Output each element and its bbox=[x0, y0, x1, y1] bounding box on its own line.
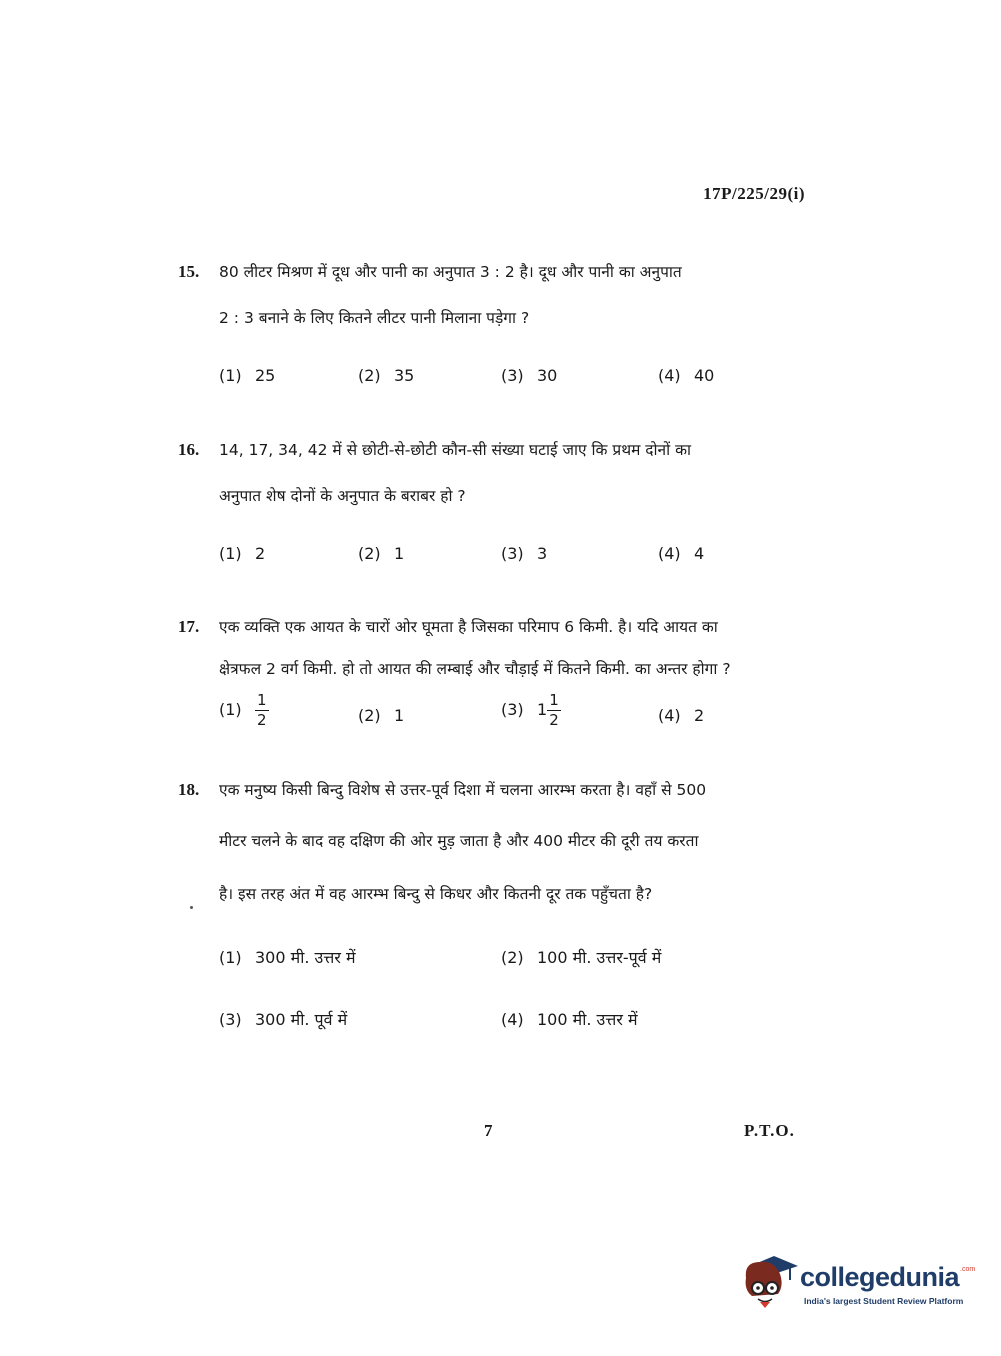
option-2 bbox=[358, 706, 404, 726]
option-value: 100 मी. उत्तर में bbox=[537, 1010, 638, 1029]
option-1 bbox=[219, 693, 269, 728]
option-label: (4) bbox=[658, 544, 681, 563]
option-value: 2 bbox=[694, 706, 705, 725]
question-text-line: 14, 17, 34, 42 में से छोटी-से-छोटी कौन-सी संख्या घटाई जाए कि प्रथम दोनों का bbox=[219, 441, 692, 459]
question-number: 16. bbox=[178, 440, 200, 459]
option-label: (1) bbox=[219, 700, 242, 719]
mascot-icon bbox=[740, 1252, 800, 1308]
option-3 bbox=[501, 693, 561, 728]
question-text-line: है। इस तरह अंत में वह आरम्भ बिन्दु से किधर और कितनी दूर तक पहुँचता है? bbox=[219, 885, 653, 903]
option-value: 1 bbox=[394, 706, 405, 725]
option-value: 300 मी. उत्तर में bbox=[255, 948, 356, 967]
fraction-denominator: 2 bbox=[549, 711, 559, 729]
option-3 bbox=[501, 366, 557, 386]
question-text-line: 2 : 3 बनाने के लिए कितने लीटर पानी मिलाना पड़ेगा ? bbox=[219, 309, 530, 327]
option-4 bbox=[501, 1010, 638, 1030]
option-value: 40 bbox=[694, 366, 715, 385]
option-label: (3) bbox=[501, 700, 524, 719]
question-text-line: 80 लीटर मिश्रण में दूध और पानी का अनुपात 3 : 2 है। दूध और पानी का अनुपात bbox=[219, 263, 682, 281]
option-value: 30 bbox=[537, 366, 558, 385]
fraction-denominator: 2 bbox=[257, 711, 267, 729]
option-value: 2 bbox=[255, 544, 266, 563]
option-label: (2) bbox=[501, 948, 524, 967]
fraction bbox=[255, 693, 269, 728]
option-label: (2) bbox=[358, 544, 381, 563]
option-label: (3) bbox=[219, 1010, 242, 1029]
option-4 bbox=[658, 706, 704, 726]
option-label: (3) bbox=[501, 366, 524, 385]
question-number: 17. bbox=[178, 617, 200, 636]
pto-label: P.T.O. bbox=[744, 1121, 795, 1140]
question-number: 15. bbox=[178, 262, 200, 281]
fraction-numerator: 1 bbox=[549, 691, 559, 709]
question-text-line: एक व्यक्ति एक आयत के चारों ओर घूमता है जिसका परिमाप 6 किमी. है। यदि आयत का bbox=[219, 618, 718, 636]
option-label: (4) bbox=[658, 706, 681, 725]
option-3 bbox=[219, 1010, 347, 1030]
option-label: (2) bbox=[358, 366, 381, 385]
question-text-line: अनुपात शेष दोनों के अनुपात के बराबर हो ? bbox=[219, 487, 466, 505]
option-1 bbox=[219, 948, 356, 968]
option-value: 3 bbox=[537, 544, 548, 563]
option-value: 35 bbox=[394, 366, 415, 385]
brand-tagline: India's largest Student Review Platform bbox=[804, 1296, 964, 1306]
question-text-line: क्षेत्रफल 2 वर्ग किमी. हो तो आयत की लम्बाई और चौड़ाई में कितने किमी. का अन्तर होगा ? bbox=[219, 660, 731, 678]
mixed-whole: 1 bbox=[537, 700, 548, 719]
option-value: 1 bbox=[394, 544, 405, 563]
option-1 bbox=[219, 366, 275, 386]
option-4 bbox=[658, 366, 714, 386]
scan-speck bbox=[190, 906, 193, 909]
brand-name: collegedunia bbox=[800, 1262, 960, 1292]
option-2 bbox=[358, 366, 414, 386]
brand-domain: .com bbox=[960, 1266, 976, 1273]
option-label: (2) bbox=[358, 706, 381, 725]
option-label: (1) bbox=[219, 948, 242, 967]
page-number: 7 bbox=[484, 1121, 493, 1140]
option-2 bbox=[501, 948, 661, 968]
option-value: 300 मी. पूर्व में bbox=[255, 1010, 348, 1029]
question-text-line: मीटर चलने के बाद वह दक्षिण की ओर मुड़ जाता है और 400 मीटर की दूरी तय करता bbox=[219, 832, 699, 850]
paper-code: 17P/225/29(i) bbox=[703, 184, 805, 203]
option-value: 25 bbox=[255, 366, 276, 385]
option-value: 4 bbox=[694, 544, 705, 563]
option-label: (1) bbox=[219, 544, 242, 563]
option-1 bbox=[219, 544, 265, 564]
fraction bbox=[547, 693, 561, 728]
option-label: (4) bbox=[658, 366, 681, 385]
option-value: 100 मी. उत्तर-पूर्व में bbox=[537, 948, 662, 967]
option-label: (3) bbox=[501, 544, 524, 563]
option-2 bbox=[358, 544, 404, 564]
question-text-line: एक मनुष्य किसी बिन्दु विशेष से उत्तर-पूर्व दिशा में चलना आरम्भ करता है। वहाँ से 500 bbox=[219, 781, 707, 799]
question-number: 18. bbox=[178, 780, 200, 799]
option-3 bbox=[501, 544, 547, 564]
option-label: (1) bbox=[219, 366, 242, 385]
option-label: (4) bbox=[501, 1010, 524, 1029]
collegedunia-watermark bbox=[740, 1252, 976, 1312]
option-4 bbox=[658, 544, 704, 564]
fraction-numerator: 1 bbox=[257, 691, 267, 709]
